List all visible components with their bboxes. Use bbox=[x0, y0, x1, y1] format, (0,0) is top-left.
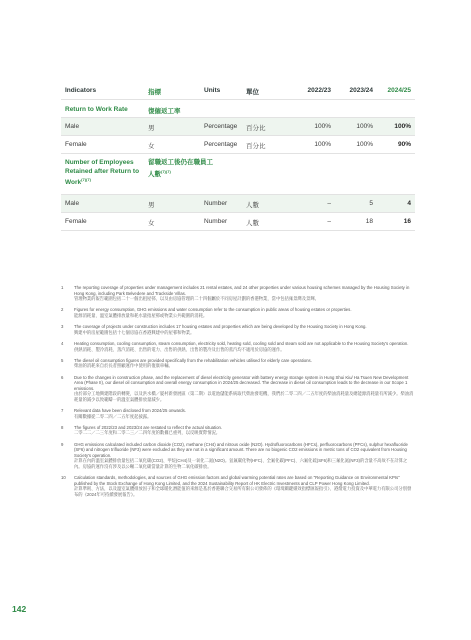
row-label: Male bbox=[65, 200, 80, 207]
header-year-1: 2022/23 bbox=[307, 87, 331, 94]
row-label-zh: 男 bbox=[148, 202, 155, 209]
section-return-to-work bbox=[61, 100, 415, 118]
footnote-en: Heating consumption, cooling consumption, steam consumption, electricity sold, heating sold, cooling sold and steam sold are not applicable to the Housing Society's operation. bbox=[74, 340, 409, 346]
row-unit-zh: 百分比 bbox=[246, 143, 266, 150]
footnote-en: The figures of 2022/23 and 2023/24 are restated to reflect the actual situation. bbox=[74, 424, 223, 430]
footnote-en: The diesel oil consumption figures are provided specifically from the rehabilitation vehicles utilised for elderly care operations. bbox=[74, 357, 312, 363]
row-unit-zh: 人數 bbox=[246, 220, 259, 227]
footnote-4 bbox=[61, 341, 415, 352]
header-indicators: Indicators bbox=[65, 87, 97, 94]
footnote-en: GHG emissions calculated included carbon dioxide (CO2), methane (CH4) and nitrous oxide (N2O). Hydrofluorocarbons (HFCs), perfluorocarbons (PFCs), sulphur hexafluoride (SF6) and nitrogen trifluoride (NF3) were excluded as they are not in a significant amount. There are no biogenic CO2 emissions in metric tons of CO2 equivalent from Housing Society's operation. bbox=[74, 441, 408, 458]
footnote-number: 3 bbox=[61, 324, 64, 330]
row-label-zh: 女 bbox=[148, 143, 155, 150]
footnote-number: 6 bbox=[61, 374, 64, 380]
footnote-number: 7 bbox=[61, 408, 64, 414]
section-ret-label bbox=[65, 159, 139, 188]
row-unit: Percentage bbox=[204, 141, 238, 148]
footnote-zh: 二零二二／二三年度和二零二三／二四年度的數據已重列，以反映實際情況。 bbox=[74, 430, 221, 436]
row-value-y3: 90% bbox=[397, 141, 411, 148]
footnote-number: 2 bbox=[61, 307, 64, 313]
footnote-number: 5 bbox=[61, 357, 64, 363]
footnote-zh: 興建中的房屋範圍包括十七個房協在香港興建中的屋邨和物業。 bbox=[74, 329, 195, 335]
table-row-ret-male bbox=[61, 195, 415, 213]
footnote-8 bbox=[61, 425, 415, 436]
row-unit-zh: 人數 bbox=[246, 202, 259, 209]
section-ret-line1: Number of Employees bbox=[65, 159, 134, 166]
header-year-3: 2024/25 bbox=[387, 87, 411, 94]
section-ret-line2: Retained after Return to bbox=[65, 167, 140, 175]
row-value-y2: 18 bbox=[365, 218, 373, 225]
footnote-en: Relevant data have been disclosed from 2024/25 onwards. bbox=[74, 408, 187, 414]
row-label-zh: 女 bbox=[148, 220, 155, 227]
footnote-zh: 柴油的消耗來自於長者照顧運作中使用的復康車輛。 bbox=[74, 363, 173, 369]
row-unit-zh: 百分比 bbox=[246, 125, 266, 132]
section-retained-after-return bbox=[61, 154, 415, 195]
header-units: Units bbox=[204, 87, 221, 94]
row-value-y1: 100% bbox=[314, 141, 331, 148]
hr-indicators-table bbox=[61, 83, 415, 231]
row-label-zh: 男 bbox=[148, 125, 155, 132]
section-ret-zh-line1: 留職返工後仍在職員工 bbox=[148, 159, 213, 166]
footnote-en: The reporting coverage of properties under management includes 21 rental estates, and 24 other properties under various housing schemes managed by the Housing Society in Hong Kong, including Park Belvedere and Trackside Villas. bbox=[74, 285, 410, 296]
section-rtw-label-zh: 復僱返工率 bbox=[148, 108, 181, 115]
footnote-number: 8 bbox=[61, 424, 64, 430]
row-label: Male bbox=[65, 123, 80, 130]
section-ret-line3: Work bbox=[65, 179, 82, 187]
footnotes bbox=[61, 285, 415, 503]
footnote-zh: 計算準則、方法，以及溫室氣體排放因子和全球暖化潛能值的來源是基於香港聯合交易所有限公司發佈的《環境關鍵績效指標匯報指引》、港燈電力投資及中華電力有限公司分別發布的《2024年可持續發展報告》。 bbox=[74, 486, 412, 497]
footnote-9 bbox=[61, 442, 415, 470]
footnote-zh: 能源消耗量、溫室氣體排放量和耗水量指屋邨或物業公共範圍的消耗。 bbox=[74, 312, 208, 318]
row-value-y3: 100% bbox=[394, 123, 411, 130]
footnote-number: 10 bbox=[61, 475, 66, 481]
footnote-en: Due to the changes in construction phase, and the replacement of diesel electricity generator with battery energy storage system in Hung Shui Kiu/ Ha Tsuen New Development Area (Phase II), our diesel oil consumption and overall energy consumption in 2024/25 decreased. The decrease in diesel oil consumption leads to the decrease in our Scope 1 emissions. bbox=[74, 374, 409, 391]
footnote-en: Figures for energy consumption, GHG emissions and water consumption refer to the consumption in public areas of housing estates or properties. bbox=[74, 307, 352, 313]
row-value-y3: 16 bbox=[403, 218, 411, 225]
footnote-10 bbox=[61, 475, 415, 497]
header-indicators-zh: 指標 bbox=[148, 89, 161, 96]
section-ret-label-zh bbox=[148, 159, 213, 179]
footnote-zh: 有關數據從二零二四／二五年度起披露。 bbox=[74, 413, 152, 419]
row-value-y2: 100% bbox=[356, 123, 373, 130]
header-year-2: 2023/24 bbox=[349, 87, 373, 94]
row-value-y1: – bbox=[327, 200, 331, 207]
row-unit: Number bbox=[204, 218, 228, 225]
header-units-zh: 單位 bbox=[246, 89, 259, 96]
footnote-zh: 供熱消耗、製冷消耗、蒸汽消耗、出售的電力、出售的供熱、出售的製冷及出售的蒸汽均不適用於房協的運作。 bbox=[74, 346, 285, 352]
row-value-y3: 4 bbox=[407, 200, 411, 207]
footnote-5 bbox=[61, 358, 415, 369]
row-value-y1: – bbox=[327, 218, 331, 225]
footnote-1 bbox=[61, 285, 415, 302]
footnote-number: 1 bbox=[61, 285, 64, 290]
table-row-rtw-male bbox=[61, 118, 415, 136]
footnote-zh: 管理物業的報告範圍包括二十一個出租屋邨，以及由房協管理的二十四個屬於不同房屋計劃的香港物業，當中包括雍景灣及景輝。 bbox=[74, 296, 319, 302]
row-value-y2: 100% bbox=[356, 141, 373, 148]
row-unit: Number bbox=[204, 200, 228, 207]
footnote-zh: 由於部分工地興建階段的轉變，以及洪水橋／厦村新發展區（第二期）以電池儲能系統取代柴油發電機，我們於二零二四／二五年度的柴油消耗量及總能源消耗量有所減少。柴油消耗量的減少以致範疇一的溫室氣體排放量減少。 bbox=[74, 391, 414, 402]
table-row-rtw-female bbox=[61, 136, 415, 154]
table-header-row bbox=[61, 83, 415, 100]
footnote-zh: 計算在內的溫室氣體排放量包括二氧化碳(CO2)、甲烷(CH4)及一氧化二氮(N2O)。氫氟碳化物(HFC)、全氟化碳(PFC)、六氟化硫(SF6)和三氟化氮(NF3)的含量不高故不在計算之內。房協的運作沒有涉及以公噸二氧化碳當量計算的生物二氧化碳排放。 bbox=[74, 458, 408, 469]
row-value-y2: 5 bbox=[369, 200, 373, 207]
footnote-en: Calculation standards, methodologies, and sources of GHG emission factors and global warming potential rates are based on "Reporting Guidance on Environmental KPIs" published by the Stock Exchange of Hong Kong Limited, and the 2024 Sustainability Report of HK Electric Investments and CLP Power Hong Kong Limited. bbox=[74, 475, 400, 486]
row-label: Female bbox=[65, 218, 87, 225]
row-unit: Percentage bbox=[204, 123, 238, 130]
footnote-6 bbox=[61, 375, 415, 403]
footnote-2 bbox=[61, 307, 415, 318]
table-row-ret-female bbox=[61, 213, 415, 231]
footnote-ref: (7)(7) bbox=[161, 168, 171, 174]
footnote-3 bbox=[61, 324, 415, 335]
footnote-number: 4 bbox=[61, 340, 64, 346]
section-rtw-label: Return to Work Rate bbox=[65, 106, 128, 113]
row-value-y1: 100% bbox=[314, 123, 331, 130]
page-number: 142 bbox=[12, 604, 27, 614]
footnote-7 bbox=[61, 408, 415, 419]
footnote-ref: (7)(7) bbox=[81, 177, 91, 182]
footnote-number: 9 bbox=[61, 441, 64, 447]
section-ret-zh-line2: 人數 bbox=[148, 170, 161, 178]
footnote-en: The coverage of projects under construction includes 17 housing estates and properties which are being developed by the Housing Society in Hong Kong. bbox=[74, 324, 367, 330]
row-label: Female bbox=[65, 141, 87, 148]
